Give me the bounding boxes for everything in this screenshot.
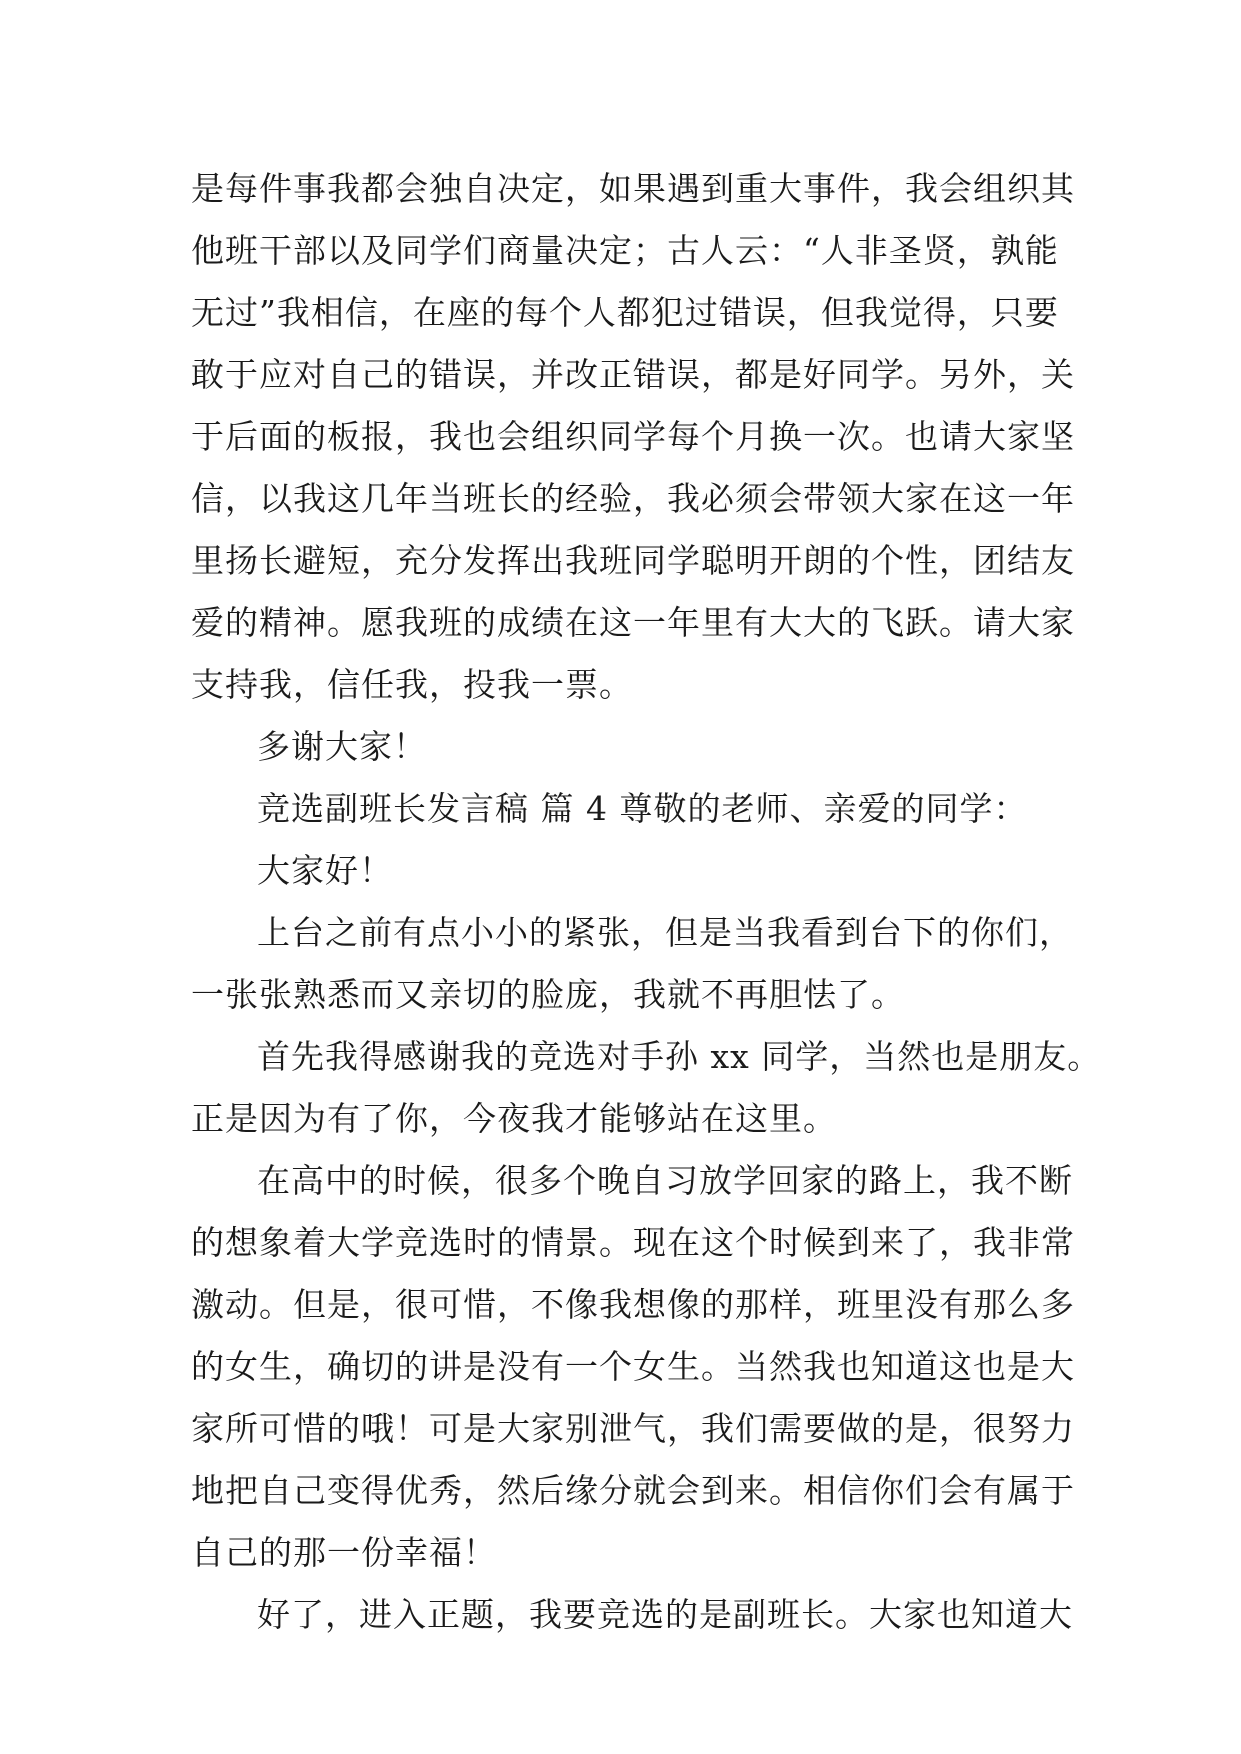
section-heading: 竞选副班长发言稿 篇 4 尊敬的老师、亲爱的同学：	[257, 789, 1028, 828]
text-line: 是每件事我都会独自决定，如果遇到重大事件，我会组织其	[191, 169, 1075, 208]
text-line: 家所可惜的哦！可是大家别泄气，我们需要做的是，很努力	[191, 1409, 1075, 1448]
text-line: 爱的精神。愿我班的成绩在这一年里有大大的飞跃。请大家	[191, 603, 1075, 642]
text-line: 在高中的时候，很多个晚自习放学回家的路上，我不断	[257, 1161, 1073, 1200]
closing-thanks: 多谢大家！	[257, 727, 427, 766]
speech-text	[191, 158, 1102, 1646]
text-line: 信，以我这几年当班长的经验，我必须会带领大家在这一年	[191, 479, 1075, 518]
text-line: 无过”我相信，在座的每个人都犯过错误，但我觉得，只要	[191, 293, 1059, 332]
text-line: 的想象着大学竞选时的情景。现在这个时候到来了，我非常	[191, 1223, 1075, 1262]
text-line: 他班干部以及同学们商量决定；古人云：“人非圣贤，孰能	[191, 231, 1059, 270]
greeting: 大家好！	[257, 851, 393, 890]
text-line: 正是因为有了你，今夜我才能够站在这里。	[191, 1099, 837, 1138]
text-line: 上台之前有点小小的紧张，但是当我看到台下的你们，	[257, 913, 1073, 952]
text-line: 首先我得感谢我的竞选对手孙 xx 同学，当然也是朋友。	[257, 1037, 1102, 1076]
text-line: 里扬长避短，充分发挥出我班同学聪明开朗的个性，团结友	[191, 541, 1075, 580]
text-line: 的女生，确切的讲是没有一个女生。当然我也知道这也是大	[191, 1347, 1075, 1386]
text-line: 支持我，信任我，投我一票。	[191, 665, 633, 704]
text-line: 敢于应对自己的错误，并改正错误，都是好同学。另外，关	[191, 355, 1075, 394]
text-line: 自己的那一份幸福！	[191, 1533, 497, 1572]
text-line: 好了，进入正题，我要竞选的是副班长。大家也知道大	[257, 1595, 1073, 1634]
text-line: 一张张熟悉而又亲切的脸庞，我就不再胆怯了。	[191, 975, 905, 1014]
text-line: 于后面的板报，我也会组织同学每个月换一次。也请大家坚	[191, 417, 1075, 456]
text-line: 激动。但是，很可惜，不像我想像的那样，班里没有那么多	[191, 1285, 1075, 1324]
text-line: 地把自己变得优秀，然后缘分就会到来。相信你们会有属于	[191, 1471, 1075, 1510]
